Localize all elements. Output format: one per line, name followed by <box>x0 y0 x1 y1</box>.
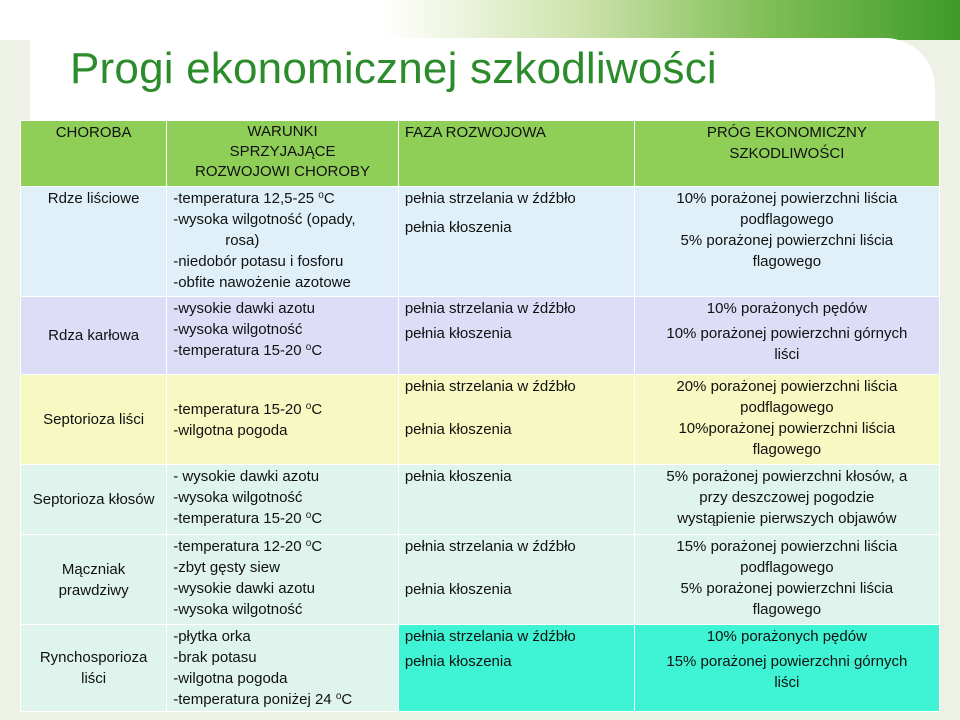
condition-line: - wysokie dawki azotu <box>173 468 320 485</box>
threshold-cell <box>634 297 939 375</box>
disease-name: liści <box>81 670 107 687</box>
condition-line: -wysokie dawki azotu <box>173 300 315 317</box>
disease-cell <box>21 535 167 625</box>
threshold-text: 10% porażonych pędów <box>706 300 867 317</box>
condition-line: -temperatura poniżej 24 $^o$C <box>173 691 353 708</box>
condition-line: -temperatura 15-20 $^o$C <box>173 400 323 418</box>
disease-name: Mączniak <box>61 560 126 578</box>
phase-cell <box>398 625 634 712</box>
conditions-cell <box>167 297 399 375</box>
threshold-text: 10% porażonej powierzchni górnych <box>666 325 908 342</box>
header-threshold <box>634 121 939 187</box>
phase-text: pełnia kłoszenia <box>404 581 512 598</box>
conditions-cell <box>167 465 399 535</box>
condition-line: -wysoka wilgotność (opady, <box>173 211 356 228</box>
threshold-text: wystąpienie pierwszych objawów <box>677 510 897 527</box>
threshold-text: 10% porażonych pędów <box>706 628 867 645</box>
phase-text: pełnia strzelania w źdźbło <box>404 628 576 645</box>
condition-line: rosa) <box>225 232 260 249</box>
phase-cell <box>398 187 634 297</box>
threshold-text: flagowego <box>752 441 822 458</box>
disease-name: Rdza karłowa <box>48 327 140 344</box>
table-row <box>21 187 940 297</box>
disease-name: Rynchosporioza <box>39 649 148 666</box>
header-conditions-line: SPRZYJAJĄCE <box>229 143 336 160</box>
threshold-text: 15% porażonej powierzchni liścia <box>676 538 898 555</box>
threshold-text: podflagowego <box>740 211 834 228</box>
disease-name: Septorioza liści <box>43 411 145 428</box>
condition-line: -wysoka wilgotność <box>173 321 303 338</box>
page-title: Progi ekonomicznej szkodliwości <box>70 44 717 93</box>
phase-text: pełnia strzelania w źdźbło <box>404 378 576 395</box>
condition-line: -zbyt gęsty siew <box>173 559 280 576</box>
conditions-cell <box>167 375 399 465</box>
threshold-cell <box>634 625 939 712</box>
condition-line: -wilgotna pogoda <box>173 670 288 687</box>
threshold-cell <box>634 535 939 625</box>
table-row <box>21 297 940 375</box>
header-disease: CHOROBA <box>21 121 167 187</box>
phase-text: pełnia kłoszenia <box>404 325 512 342</box>
disease-cell <box>21 465 167 535</box>
threshold-text: 5% porażonej powierzchni liścia <box>680 232 894 249</box>
disease-name: Rdze liściowe <box>47 190 140 207</box>
phase-text: pełnia strzelania w źdźbło <box>404 300 576 317</box>
condition-line: -wilgotna pogoda <box>173 421 288 439</box>
condition-line: -wysokie dawki azotu <box>173 580 315 597</box>
phase-text: pełnia strzelania w źdźbło <box>404 190 576 207</box>
condition-line: -niedobór potasu i fosforu <box>173 253 344 270</box>
phase-text: pełnia kłoszenia <box>404 468 512 485</box>
threshold-text: 15% porażonej powierzchni górnych <box>666 653 908 670</box>
condition-line: -temperatura 12,5-25 $^o$C <box>173 190 335 207</box>
condition-line: -temperatura 12-20 $^o$C <box>173 538 323 555</box>
threshold-text: podflagowego <box>740 399 834 416</box>
table-row <box>21 375 940 465</box>
table-row <box>21 625 940 712</box>
condition-line: -wysoka wilgotność <box>173 489 303 506</box>
threshold-cell <box>634 187 939 297</box>
disease-name: prawdziwy <box>58 581 129 599</box>
conditions-cell <box>167 535 399 625</box>
threshold-text: 10%porażonej powierzchni liścia <box>678 420 896 437</box>
condition-line: -brak potasu <box>173 649 257 666</box>
table-row <box>21 465 940 535</box>
disease-cell <box>21 625 167 712</box>
disease-cell <box>21 297 167 375</box>
table-row <box>21 535 940 625</box>
threshold-text: 5% porażonej powierzchni kłosów, a <box>666 468 908 485</box>
phase-text: pełnia kłoszenia <box>404 421 512 438</box>
header-conditions-line: WARUNKI <box>247 123 318 140</box>
header-threshold-line: PRÓG EKONOMICZNY <box>706 124 867 141</box>
phase-text: pełnia kłoszenia <box>404 653 512 670</box>
threshold-text: 20% porażonej powierzchni liścia <box>676 378 898 395</box>
phase-text: pełnia strzelania w źdźbło <box>404 538 576 555</box>
condition-line: -temperatura 15-20 $^o$C <box>173 342 323 359</box>
disease-cell <box>21 375 167 465</box>
threshold-cell <box>634 465 939 535</box>
conditions-cell <box>167 625 399 712</box>
threshold-text: 10% porażonej powierzchni liścia <box>676 190 898 207</box>
header-conditions <box>167 121 399 187</box>
disease-cell <box>21 187 167 297</box>
header-phase: FAZA ROZWOJOWA <box>398 121 634 187</box>
conditions-cell <box>167 187 399 297</box>
table-header-row <box>21 121 940 187</box>
phase-cell <box>398 297 634 375</box>
threshold-cell <box>634 375 939 465</box>
disease-name: Septorioza kłosów <box>32 491 155 508</box>
condition-line: -obfite nawożenie azotowe <box>173 274 351 291</box>
phase-cell <box>398 465 634 535</box>
condition-line: -temperatura 15-20 $^o$C <box>173 510 323 527</box>
phase-cell <box>398 535 634 625</box>
phase-cell <box>398 375 634 465</box>
threshold-text: flagowego <box>752 253 822 270</box>
thresholds-table <box>20 120 940 712</box>
condition-line: -wysoka wilgotność <box>173 601 303 618</box>
threshold-text: liści <box>774 346 800 363</box>
threshold-text: liści <box>774 674 800 691</box>
phase-text: pełnia kłoszenia <box>404 219 512 236</box>
header-threshold-line: SZKODLIWOŚCI <box>729 145 845 162</box>
threshold-text: przy deszczowej pogodzie <box>699 489 875 506</box>
threshold-text: 5% porażonej powierzchni liścia <box>680 580 894 597</box>
condition-line: -płytka orka <box>173 628 251 645</box>
threshold-text: flagowego <box>752 601 822 618</box>
header-conditions-line: ROZWOJOWI CHOROBY <box>195 163 371 180</box>
threshold-text: podflagowego <box>740 559 834 576</box>
